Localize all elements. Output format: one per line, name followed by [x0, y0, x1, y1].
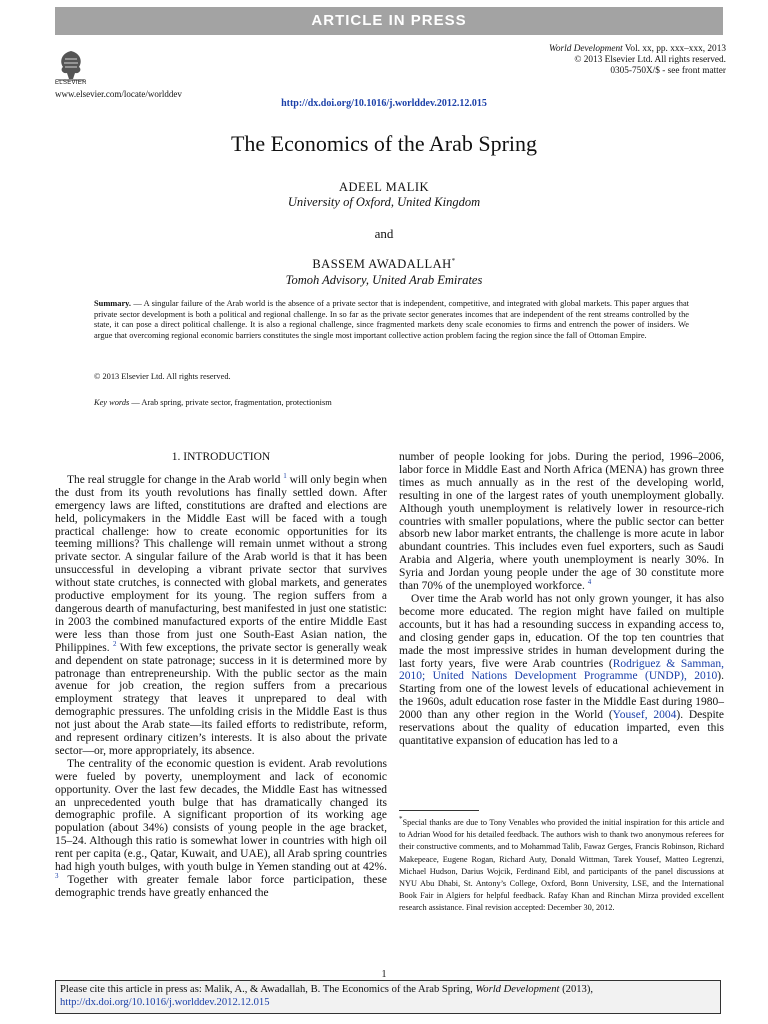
author-name: ADEEL MALIK [338, 180, 430, 194]
author-affiliation: University of Oxford, United Kingdom [287, 195, 481, 209]
author-affiliation: Tomoh Advisory, United Arab Emirates [285, 273, 483, 287]
journal-name: World Development [549, 44, 623, 54]
journal-volume: Vol. xx, pp. xxx–xxx, 2013 [622, 44, 726, 54]
keywords [94, 398, 332, 407]
abstract-text: — A singular failure of the Arab world is the absence of a private sector that is independent, competitive, and integrated with global markets. This paper argues that private sector development is both a political and regional challenge. In so far as the private sector generates incomes that are independent of the rent streams controlled by the state, it can pose a direct political challenge. It is also a regional challenge, since fragmented markets deny scale economies to firms and entrench the power of insiders. We argue that overcoming regional economic barriers constitutes the single most important collective action problem facing the region since the fall of Ottoman Empire. [94, 299, 689, 340]
footnote-ref[interactable]: 3 [55, 872, 59, 881]
paragraph: The centrality of the economic question is evident. Arab revolutions were fueled by poverty, unemployment and lack of economic opportunity. Over the last few decades, the Middle East has witnessed an unprecedented youth bulge that has dramatically changed its demographic profile. A significant proportion of its working age population (about 34%) consists of young people in the age bracket, 15–24. Although this ratio is somewhat lower in countries with high oil rent per capita (e.g., Qatar, Kuwait, and UAE), all Arab spring countries had high youth bulges, with youth bulge in Yemen standing out at 42%. $^3$ Together with greater female labor force participation, these demographic trends have greatly enhanced the [55, 757, 387, 899]
footnote-mark: * [399, 815, 403, 824]
footnote-ref[interactable]: 1 [283, 472, 287, 481]
author-footnote-mark[interactable]: * [451, 256, 456, 265]
author-separator: and [374, 226, 394, 241]
footnote-text: Special thanks are due to Tony Venables who provided the initial inspiration for this article and to Adrian Wood for his detailed feedback. The authors wish to thank two anonymous referees for their constructive comments, and to Mohammad Talib, Fawaz Gerges, Francis Robinson, Richard Makepeace, Eugene Rogan, Richard Auty, Donald Wittman, Tarek Yousef, Matteo Legrenzi, Michael Hudson, Darius Wojcik, Ferdinand Eibl, and participants of the panel discussions at NYU Abu Dhabi, St. Antony’s College, Oxford, Bonn University, LSE, and the International Book Fair in Algiers for helpful feedback. Rafay Khan and Rinchan Mirza provided excellent research assistance. Final revision accepted: December 30, 2012. [399, 818, 724, 913]
footnote-ref[interactable]: 4 [587, 578, 592, 587]
body-column-left [55, 451, 387, 900]
publisher-wordmark: ELSEVIER [55, 80, 87, 86]
citation-link[interactable]: Yousef, 2004 [612, 709, 677, 722]
citation-link[interactable]: Rodriguez & Samman, 2010; United Nations Development Programme (UNDP), 2010 [399, 657, 725, 683]
footnote-rule [399, 810, 479, 811]
paragraph: The real struggle for change in the Arab world $^1$ will only begin when the dust from its youth revolutions has finally settled down. After emergency laws are lifted, constitutions are drafted and elections are held, policymakers in the Middle East will be faced with a tough practical challenge: how to create economic opportunities for its teeming millions? This challenge will remain unmet without a strong private sector. A singular failure of the Arab world is that it has been unsuccessful in developing a vibrant private sector that survives without state crutches, is connected with global markets, and generates productive employment for its young. The region suffers from a dangerous dearth of manufacturing, best manifested in just one statistic: in 2003 the combined manufactured exports of the entire Middle East were less than those from just one South-East Asian nation, the Philippines. $^2$ With few exceptions, the private sector is generally weak and dependent on state patronage; success in it is determined more by patronage than entrepreneurship. With the public sector as the main avenue for job creation, the region suffers from a precarious employment strategy that leaves it unprepared to deal with demographic pressures. The unfolding crisis in the Middle East is thus not just about the Arab state—its failed efforts to redistribute, reform, and represent ordinary citizen’s interests. It is also about the private sector—or, more appropriately, its absence. [55, 472, 388, 757]
keywords-label: Key words [94, 398, 130, 407]
paragraph: number of people looking for jobs. During the period, 1996–2006, labor force in Middle East and North Africa (MENA) has grown three times as much annually as in the rest of the developing world, resulting in one of the largest rates of youth unemployment globally. Although youth unemployment is relatively lower in resource-rich countries with smaller populations, where the public sector can better absorb new labor market entrants, the challenge is more acute in labor abundant countries. This includes even fuel exporters, such as Saudi Arabia and Algeria, where youth unemployment is nearly 30%. In Syria and Jordan young people under the age of 30 constitute more than 70% of the unemployed workforce. $^4$ [399, 451, 724, 593]
section-heading: 1. INTRODUCTION [171, 451, 271, 463]
citation-journal: World Development [475, 984, 560, 995]
abstract-copyright: © 2013 Elsevier Ltd. All rights reserved. [94, 372, 231, 381]
citation-doi-link[interactable]: http://dx.doi.org/10.1016/j.worlddev.2012.12.015 [60, 997, 270, 1008]
article-in-press-banner: ARTICLE IN PRESS [55, 7, 723, 35]
paper-title: The Economics of the Arab Spring [230, 131, 538, 156]
abstract [94, 299, 689, 341]
journal-url[interactable]: www.elsevier.com/locate/worlddev [55, 89, 182, 99]
journal-info [549, 44, 726, 77]
issn-line: 0305-750X/$ - see front matter [610, 66, 726, 76]
citation-box: Please cite this article in press as: Malik, A., & Awadallah, B. The Economics of the Arab Spring, World Development (2013), http://dx.doi.org/10.1016/j.worlddev.2012.12.015 [55, 980, 721, 1014]
copyright-line: © 2013 Elsevier Ltd. All rights reserved. [574, 55, 726, 65]
abstract-label: Summary. [94, 299, 131, 308]
footnote [399, 817, 724, 915]
keywords-text: — Arab spring, private sector, fragmentation, protectionism [129, 398, 332, 407]
footnote-ref[interactable]: 2 [113, 639, 117, 648]
doi-link[interactable]: http://dx.doi.org/10.1016/j.worlddev.2012.12.015 [281, 98, 487, 109]
author-name: BASSEM AWADALLAH* [312, 256, 456, 271]
elsevier-tree-logo [56, 47, 86, 81]
body-column-right [399, 451, 724, 748]
page-number: 1 [381, 969, 387, 980]
paragraph: Over time the Arab world has not only grown younger, it has also become more educated. The region might have failed on multiple accounts, but it has had a resounding success in expanding access to, and closing gender gaps in, education. Of the top ten countries that made the most impressive strides in human development during the last forty years, five were Arab countries (Rodriguez & Samman, 2010; United Nations Development Programme (UNDP), 2010). Starting from one of the lowest levels of educational achievement in the 1960s, adult education rose faster in the Middle East during 1980–2000 than any other region in the World (Yousef, 2004). Despite reservations about the quality of education imparted, even this quantitative expansion of education has led to a [399, 592, 725, 747]
